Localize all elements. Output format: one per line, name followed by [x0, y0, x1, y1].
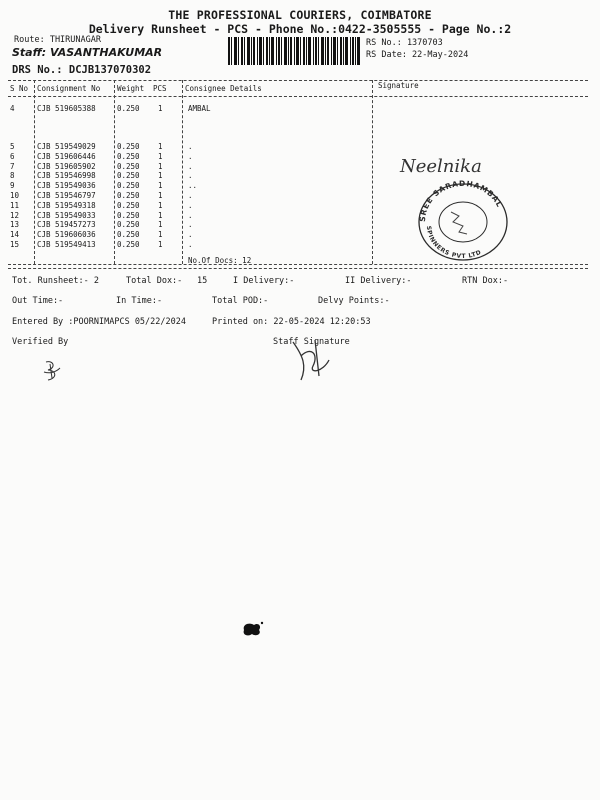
total-dox-label: Total Dox:- [126, 276, 183, 286]
cell-pcs: 1 [158, 230, 163, 240]
cell-weight: 0.250 [117, 181, 140, 191]
verified-by-label: Verified By [12, 337, 69, 347]
cell-weight: 0.250 [117, 151, 140, 161]
cell-consignment: CJB 519549029 [37, 142, 96, 151]
cell-weight: 0.250 [117, 161, 140, 171]
entered-by: Entered By :POORNIMAPCS 05/22/2024 [12, 317, 186, 327]
cell-consignee: AMBAL [188, 104, 211, 113]
cell-sno: 4 [10, 104, 15, 113]
cell-sno: 6 [10, 151, 15, 161]
cell-consignee: . [188, 200, 193, 210]
col-header-pcs: PCS [153, 84, 167, 93]
printed-on: Printed on: 22-05-2024 12:20:53 [212, 317, 371, 327]
stamp-top-text: SREE SARADHAMBAL [417, 178, 505, 223]
cell-pcs: 1 [158, 191, 163, 200]
cell-pcs: 1 [158, 210, 163, 220]
svg-text:SREE SARADHAMBAL [418, 179, 504, 222]
i-delivery: I Delivery:- [233, 276, 295, 286]
cell-weight: 0.250 [117, 191, 140, 200]
cell-consignment: CJB 519549033 [37, 210, 96, 220]
rs-number: RS No.: 1370703 [366, 38, 443, 48]
cell-consignment: CJB 519549036 [37, 181, 96, 191]
column-divider [182, 80, 183, 264]
cell-pcs: 1 [158, 104, 163, 113]
cell-pcs: 1 [158, 171, 163, 181]
cell-sno: 7 [10, 161, 15, 171]
cell-consignment: CJB 519549318 [37, 200, 96, 210]
col-header-weight: Weight [117, 84, 145, 93]
barcode-icon [228, 37, 360, 65]
cell-weight: 0.250 [117, 230, 140, 240]
cell-consignee: . [188, 191, 193, 200]
cell-pcs: 1 [158, 240, 163, 249]
table-bottom-rule [8, 264, 588, 265]
cell-consignment: CJB 519546797 [37, 191, 96, 200]
cell-sno: 5 [10, 142, 15, 151]
cell-weight: 0.250 [117, 200, 140, 210]
table-top-rule [8, 80, 588, 81]
cell-consignment: CJB 519605388 [37, 104, 96, 113]
company-title: THE PROFESSIONAL COURIERS, COIMBATORE [168, 8, 432, 22]
verifier-initials-mark [40, 358, 64, 382]
cell-consignee: . [188, 161, 193, 171]
staff-signature-mark [285, 336, 340, 382]
col-header-sno: S No [10, 84, 29, 93]
staff-signature-label: Staff Signature [273, 337, 350, 347]
total-pod: Total POD:- [212, 296, 269, 306]
signature-text: Neelnika [400, 156, 482, 177]
drs-number: DRS No.: DCJB137070302 [12, 64, 152, 76]
staff-name: Staff: VASANTHAKUMAR [12, 46, 163, 59]
cell-pcs: 1 [158, 151, 163, 161]
cell-consignee: . [188, 210, 193, 220]
column-divider [114, 80, 115, 264]
cell-weight: 0.250 [117, 210, 140, 220]
cell-consignee: .. [188, 181, 198, 191]
cell-pcs: 1 [158, 142, 163, 151]
total-dox-value: 15 [197, 276, 208, 286]
cell-sno: 15 [10, 240, 20, 249]
cell-consignee: . [188, 240, 193, 249]
cell-sno: 13 [10, 220, 20, 230]
rs-date: RS Date: 22-May-2024 [366, 50, 469, 60]
cell-consignee: . [188, 151, 193, 161]
stamp-bottom-text: SPINNERS PVT LTD [424, 225, 483, 261]
company-stamp-icon [415, 178, 511, 262]
route-label: Route: THIRUNAGAR [14, 35, 101, 45]
cell-consignee: . [188, 230, 193, 240]
cell-sno: 12 [10, 210, 20, 220]
cell-consignee: . [188, 142, 193, 151]
cell-consignment: CJB 519549413 [37, 240, 96, 249]
no-of-docs: No.Of Docs: 12 [188, 256, 252, 265]
cell-consignee: . [188, 220, 193, 230]
cell-consignee: . [188, 171, 193, 181]
col-header-consignee: Consignee Details [185, 84, 262, 93]
column-divider [372, 80, 373, 264]
rtn-dox: RTN Dox:- [462, 276, 509, 286]
cell-sno: 10 [10, 191, 20, 200]
cell-weight: 0.250 [117, 240, 140, 249]
handwritten-signature [398, 150, 508, 180]
cell-consignment: CJB 519546998 [37, 171, 96, 181]
in-time: In Time:- [116, 296, 163, 306]
cell-sno: 14 [10, 230, 20, 240]
cell-sno: 8 [10, 171, 15, 181]
footer-top-rule [8, 268, 588, 269]
header-bottom-rule [8, 96, 588, 97]
cell-consignment: CJB 519606446 [37, 151, 96, 161]
cell-pcs: 1 [158, 161, 163, 171]
cell-sno: 9 [10, 181, 15, 191]
col-header-signature: Signature [378, 81, 419, 90]
cell-consignment: CJB 519606036 [37, 230, 96, 240]
cell-weight: 0.250 [117, 220, 140, 230]
cell-consignment: CJB 519605902 [37, 161, 96, 171]
svg-text:SPINNERS PVT LTD [425, 226, 483, 261]
runsheet-subtitle: Delivery Runsheet - PCS - Phone No.:0422-3505555 - Page No.:2 [88, 22, 512, 36]
column-divider [34, 80, 35, 264]
delvy-points: Delvy Points:- [318, 296, 390, 306]
ink-blot-mark [240, 620, 264, 638]
cell-sno: 11 [10, 200, 20, 210]
cell-weight: 0.250 [117, 142, 140, 151]
cell-weight: 0.250 [117, 104, 140, 113]
tot-runsheet: Tot. Runsheet:- 2 [12, 276, 99, 286]
out-time: Out Time:- [12, 296, 64, 306]
cell-weight: 0.250 [117, 171, 140, 181]
cell-pcs: 1 [158, 220, 163, 230]
cell-consignment: CJB 519457273 [37, 220, 96, 230]
cell-pcs: 1 [158, 181, 163, 191]
ii-delivery: II Delivery:- [345, 276, 412, 286]
col-header-consignment: Consignment No [37, 84, 101, 93]
cell-pcs: 1 [158, 200, 163, 210]
